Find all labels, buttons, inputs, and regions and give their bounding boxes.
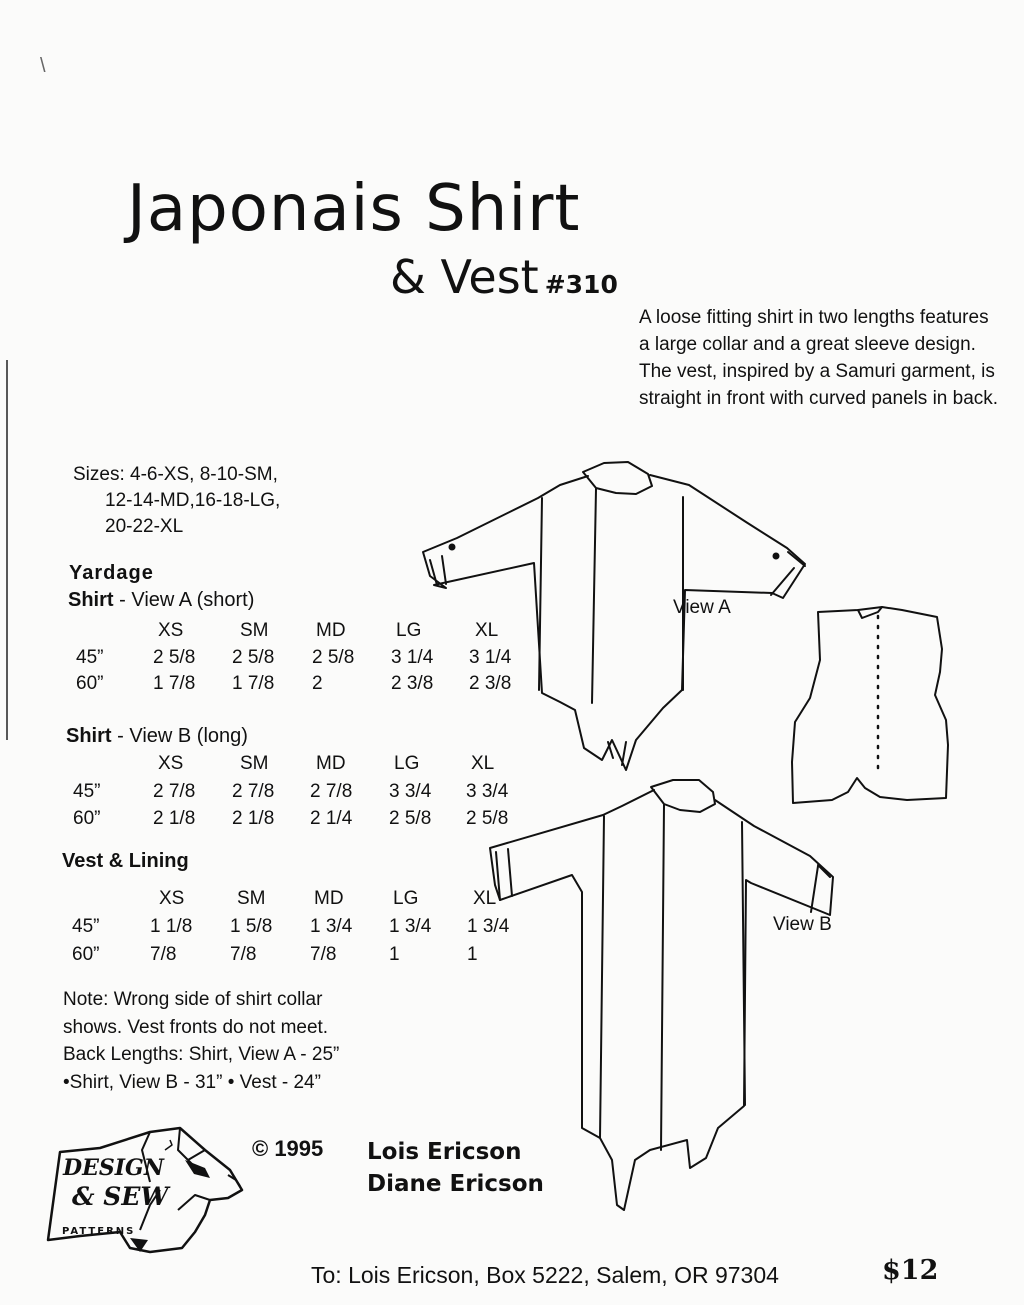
width-label: 45” <box>76 647 104 668</box>
section-title: Vest & Lining <box>62 850 189 872</box>
value-sm: 2 7/8 <box>232 781 275 802</box>
value-md: 2 5/8 <box>312 647 355 668</box>
col-sm: SM <box>237 888 266 909</box>
value-lg: 2 3/8 <box>391 673 434 694</box>
author-1: Lois Ericson <box>367 1139 522 1165</box>
value-lg: 2 5/8 <box>389 808 432 829</box>
logo-text-patterns: PATTERNS <box>62 1226 136 1237</box>
sizes-line-1: Sizes: 4-6-XS, 8-10-SM, <box>73 464 278 485</box>
note-line-4: •Shirt, View B - 31” • Vest - 24” <box>63 1071 321 1093</box>
value-xl: 1 3/4 <box>467 916 510 937</box>
value-md: 2 1/4 <box>310 808 353 829</box>
width-label: 45” <box>73 781 101 802</box>
width-label: 60” <box>73 808 101 829</box>
value-sm: 7/8 <box>230 944 257 965</box>
col-lg: LG <box>394 753 420 774</box>
col-sm: SM <box>240 753 269 774</box>
value-md: 2 7/8 <box>310 781 353 802</box>
subtitle-text: & Vest <box>390 250 539 304</box>
value-xl: 3 3/4 <box>466 781 509 802</box>
value-sm: 1 7/8 <box>232 673 275 694</box>
col-xl: XL <box>475 620 499 641</box>
col-md: MD <box>314 888 344 909</box>
authors <box>367 1136 544 1200</box>
value-xs: 2 1/8 <box>153 808 196 829</box>
section-subtitle: - View A (short) <box>119 589 255 611</box>
col-xs: XS <box>158 753 184 774</box>
yardage-heading: Yardage <box>69 562 154 584</box>
mailing-address: To: Lois Ericson, Box 5222, Salem, OR 97304 <box>311 1262 779 1288</box>
value-xl: 1 <box>467 944 478 965</box>
value-sm: 1 5/8 <box>230 916 273 937</box>
col-xs: XS <box>159 888 185 909</box>
width-label: 45” <box>72 916 100 937</box>
note-line-3: Back Lengths: Shirt, View A - 25” <box>63 1044 340 1065</box>
col-xl: XL <box>471 753 495 774</box>
value-xl: 3 1/4 <box>469 647 512 668</box>
value-sm: 2 5/8 <box>232 647 275 668</box>
value-lg: 3 3/4 <box>389 781 432 802</box>
section-title: Shirt <box>66 725 112 747</box>
view-a-label: View A <box>673 597 731 618</box>
value-xs: 2 5/8 <box>153 647 196 668</box>
logo-text-design: DESIGN <box>63 1155 164 1181</box>
logo-text-sew: & SEW <box>72 1182 169 1211</box>
value-xl: 2 5/8 <box>466 808 509 829</box>
value-md: 2 <box>312 673 323 694</box>
value-lg: 1 <box>389 944 400 965</box>
view-b-label: View B <box>773 914 832 935</box>
note-line-1: Note: Wrong side of shirt collar <box>63 989 323 1010</box>
value-xs: 2 7/8 <box>153 781 196 802</box>
value-sm: 2 1/8 <box>232 808 275 829</box>
col-lg: LG <box>396 620 422 641</box>
section-title: Shirt <box>68 589 114 611</box>
section-subtitle: - View B (long) <box>117 725 248 747</box>
value-lg: 1 3/4 <box>389 916 432 937</box>
col-xs: XS <box>158 620 184 641</box>
col-lg: LG <box>393 888 419 909</box>
col-md: MD <box>316 753 346 774</box>
col-sm: SM <box>240 620 269 641</box>
value-md: 7/8 <box>310 944 337 965</box>
value-xl: 2 3/8 <box>469 673 512 694</box>
sizes-line-2: 12-14-MD,16-18-LG, <box>105 490 281 511</box>
value-xs: 1 7/8 <box>153 673 196 694</box>
width-label: 60” <box>72 944 100 965</box>
pattern-description: A loose fitting shirt in two lengths features a large collar and a great sleeve design. The vest, inspired by a Samuri garment, is straight in front with curved panels in back. <box>639 307 999 409</box>
price: $12 <box>882 1255 939 1286</box>
value-md: 1 3/4 <box>310 916 353 937</box>
author-2: Diane Ericson <box>367 1171 544 1197</box>
width-label: 60” <box>76 673 104 694</box>
value-lg: 3 1/4 <box>391 647 434 668</box>
col-xl: XL <box>473 888 497 909</box>
pattern-number: #310 <box>544 270 618 299</box>
col-md: MD <box>316 620 346 641</box>
copyright: © 1995 <box>252 1136 324 1161</box>
value-xs: 1 1/8 <box>150 916 193 937</box>
note-line-2: shows. Vest fronts do not meet. <box>63 1016 329 1038</box>
page-title: Japonais Shirt <box>127 172 581 246</box>
sizes-line-3: 20-22-XL <box>105 516 184 537</box>
value-xs: 7/8 <box>150 944 177 965</box>
paper-mark: \ <box>40 55 46 77</box>
